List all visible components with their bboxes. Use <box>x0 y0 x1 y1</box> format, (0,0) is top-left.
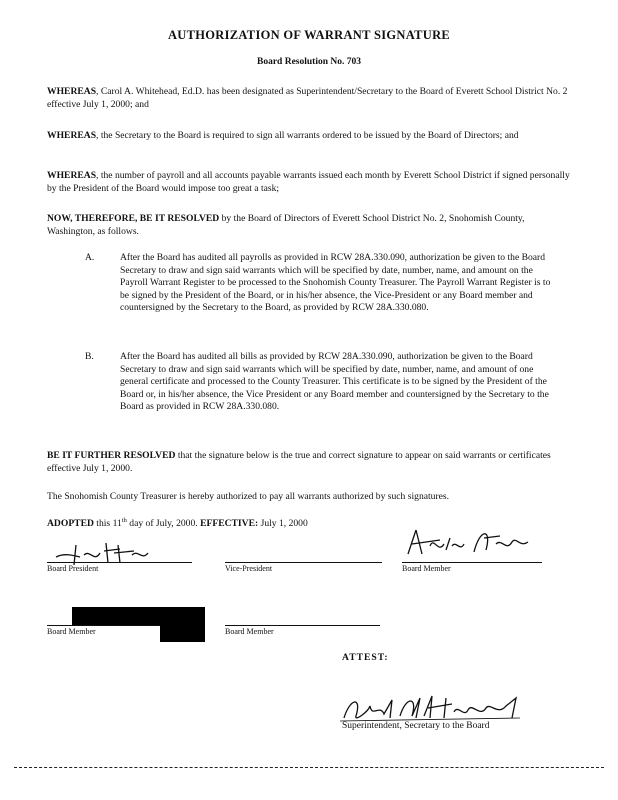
effective-lead: EFFECTIVE: <box>200 518 259 530</box>
document-title: AUTHORIZATION OF WARRANT SIGNATURE <box>167 28 451 42</box>
redaction-block-1 <box>72 607 167 625</box>
resolved-paragraph <box>47 212 572 238</box>
effective-date: July 1, 2000 <box>258 518 308 530</box>
vice-president-signature-line <box>225 562 382 563</box>
superintendent-label: Superintendent, Secretary to the Board <box>342 721 490 731</box>
resolved-lead: NOW, THEREFORE, BE IT RESOLVED <box>47 213 220 224</box>
attest-label: ATTEST: <box>342 652 389 663</box>
adopted-lead: ADOPTED <box>47 518 94 530</box>
adopted-date-rest: day of July, 2000. <box>126 518 198 530</box>
board-member-label-3: Board Member <box>225 627 274 636</box>
adopted-date: this 11 <box>93 518 122 530</box>
further-resolved-paragraph <box>47 449 572 475</box>
whereas-text: , the Secretary to the Board is required to sign all warrants ordered to be issued by the Board of Directors; and <box>96 130 519 141</box>
resolved-text: by the Board of Directors of Everett School District No. 2, Snohomish County, Washington, as follows. <box>47 213 525 237</box>
treasurer-paragraph: The Snohomish County Treasurer is hereby authorized to pay all warrants authorized by such signatures. <box>47 491 450 502</box>
whereas-text: , Carol A. Whitehead, Ed.D. has been designated as Superintendent/Secretary to the Board of Everett School District No. 2 effective July 1, 2000; and <box>47 86 568 110</box>
redaction-block-2 <box>160 607 205 642</box>
board-member-signature <box>400 524 540 564</box>
whereas-paragraph-3 <box>47 169 572 195</box>
board-member-label-2: Board Member <box>47 627 96 636</box>
item-b-text: After the Board has audited all bills as provided by RCW 28A.330.090, authorization be given to the Board Secretary to draw and sign said warrants which will be specified by date, number, name, and amount of one general certificate and processed to the County Treasurer. This certificate is to be signed by the President of the Board or, in his/her absence, the Vice President or any Board member and countersigned by the Secretary to the Board as provided in RCW 28A.330.080. <box>120 351 549 412</box>
vice-president-label: Vice-President <box>225 564 273 573</box>
whereas-lead: WHEREAS <box>47 86 97 97</box>
item-a-text: After the Board has audited all payrolls as provided in RCW 28A.330.090, authorization be given to the Board Secretary to draw and sign said warrants which will be specified by date, number, name, and amount on the Payroll Warrant Register to be processed to the Snohomish County Treasurer. The Payroll Warrant Register is to be signed by the President of the Board, or in his/her absence, the Vice-President or any Board member and countersigned by the Secretary to the Board, as provided by RCW 28A.330.080. <box>120 252 551 313</box>
adopted-date-suffix: th <box>121 517 127 524</box>
whereas-paragraph-1 <box>47 85 572 111</box>
board-member-label-1: Board Member <box>402 564 451 573</box>
whereas-text: , the number of payroll and all accounts payable warrants issued each month by Everett School District if signed personally by the President of the Board would impose too great a task; <box>47 170 570 194</box>
item-a-letter: A. <box>85 252 95 263</box>
whereas-paragraph-2 <box>47 129 572 142</box>
item-b-letter: B. <box>85 351 94 362</box>
further-lead: BE IT FURTHER RESOLVED <box>47 450 176 461</box>
adopted-line <box>47 517 308 529</box>
whereas-lead: WHEREAS <box>47 170 97 181</box>
president-signature-line <box>47 562 192 563</box>
board-member-signature-line-3 <box>225 625 380 626</box>
board-member-signature-line-1 <box>402 562 542 563</box>
bottom-divider <box>14 767 604 768</box>
further-text: that the signature below is the true and correct signature to appear on said warrants or certificates effective July 1, 2000. <box>47 450 551 474</box>
president-label: Board President <box>47 564 99 573</box>
whereas-lead: WHEREAS <box>47 130 97 141</box>
resolution-number: Board Resolution No. 703 <box>257 57 361 67</box>
